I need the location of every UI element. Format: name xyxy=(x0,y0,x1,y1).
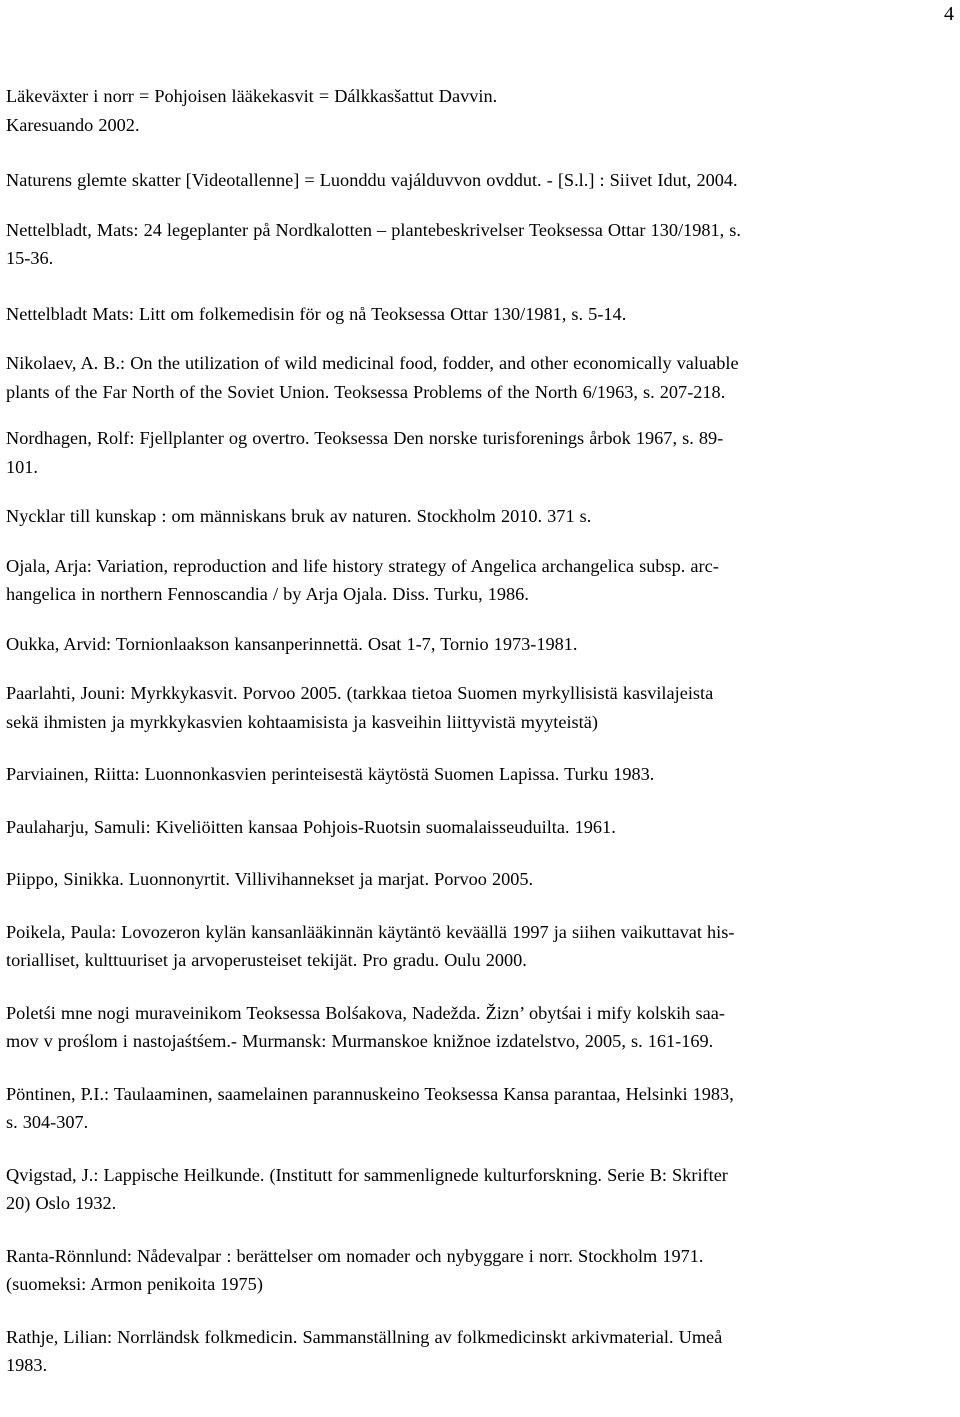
reference-entry xyxy=(6,679,948,736)
reference-line: Nettelbladt, Mats: 24 legeplanter på Nordkalotten – plantebeskrivelser Teoksessa Ottar 130/1981, s. xyxy=(6,219,741,240)
reference-line: torialliset, kulttuuriset ja arvoperusteiset tekijät. Pro gradu. Oulu 2000. xyxy=(6,950,527,970)
reference-entry xyxy=(6,1242,948,1299)
reference-line: Ojala, Arja: Variation, reproduction and life history strategy of Angelica archangelica subsp. arc- xyxy=(6,555,719,576)
reference-line: Paarlahti, Jouni: Myrkkykasvit. Porvoo 2005. (tarkkaa tietoa Suomen myrkyllisistä kasvilajeista xyxy=(6,683,714,703)
reference-entry xyxy=(6,82,948,139)
reference-entry xyxy=(6,865,948,894)
reference-line: Parviainen, Riitta: Luonnonkasvien perinteisestä käytöstä Suomen Lapissa. Turku 1983. xyxy=(6,764,655,784)
reference-line: Karesuando 2002. xyxy=(6,114,140,135)
reference-list xyxy=(6,82,948,1380)
reference-line: Ranta-Rönnlund: Nådevalpar : berättelser om nomader och nybyggare i norr. Stockholm 1971. xyxy=(6,1245,704,1266)
reference-line: Naturens glemte skatter [Videotallenne] = Luonddu vajálduvvon ovddut. - [S.l.] : Siivet Idut, 2004. xyxy=(6,170,738,190)
reference-entry xyxy=(6,999,948,1056)
reference-entry xyxy=(6,760,948,789)
reference-line: plants of the Far North of the Soviet Union. Teoksessa Problems of the North 6/1963, s. 207-218. xyxy=(6,381,726,402)
reference-line: Qvigstad, J.: Lappische Heilkunde. (Institutt for sammenlignede kulturforskning. Serie B: Skrifter xyxy=(6,1164,728,1185)
reference-entry xyxy=(6,1080,948,1137)
reference-line: hangelica in northern Fennoscandia / by Arja Ojala. Diss. Turku, 1986. xyxy=(6,584,529,604)
reference-entry xyxy=(6,552,948,609)
reference-line: 1983. xyxy=(6,1355,48,1375)
reference-line: (suomeksi: Armon penikoita 1975) xyxy=(6,1274,263,1294)
reference-line: 15-36. xyxy=(6,248,54,268)
reference-line: Läkeväxter i norr = Pohjoisen lääkekasvit = Dálkkasšattut Davvin. xyxy=(6,86,498,106)
reference-line: Piippo, Sinikka. Luonnonyrtit. Villivihannekset ja marjat. Porvoo 2005. xyxy=(6,869,534,889)
reference-entry xyxy=(6,630,948,659)
reference-line: 20) Oslo 1932. xyxy=(6,1193,117,1213)
reference-line: Pöntinen, P.I.: Taulaaminen, saamelainen parannuskeino Teoksessa Kansa parantaa, Helsinki 1983, xyxy=(6,1083,734,1104)
reference-entry xyxy=(6,216,948,273)
reference-line: Poikela, Paula: Lovozeron kylän kansanlääkinnän käytäntö keväällä 1997 ja siihen vaikuttavat his- xyxy=(6,921,735,942)
reference-line: Nettelbladt Mats: Litt om folkemedisin för og nå Teoksessa Ottar 130/1981, s. 5-14. xyxy=(6,303,627,324)
reference-entry xyxy=(6,300,948,329)
page-number: 4 xyxy=(944,3,954,25)
reference-line: 101. xyxy=(6,456,38,477)
reference-entry xyxy=(6,166,948,195)
reference-line: Paulaharju, Samuli: Kiveliöitten kansaa Pohjois-Ruotsin suomalaisseuduilta. 1961. xyxy=(6,816,616,837)
reference-line: Oukka, Arvid: Tornionlaakson kansanperinnettä. Osat 1-7, Tornio 1973-1981. xyxy=(6,633,578,654)
reference-entry xyxy=(6,424,948,481)
reference-line: Nikolaev, A. B.: On the utilization of wild medicinal food, fodder, and other economically valuable xyxy=(6,353,739,373)
reference-line: sekä ihmisten ja myrkkykasvien kohtaamisista ja kasveihin liittyvistä myyteistä) xyxy=(6,711,598,732)
reference-line: s. 304-307. xyxy=(6,1112,89,1132)
reference-line: Rathje, Lilian: Norrländsk folkmedicin. Sammanställning av folkmedicinskt arkivmaterial. Umeå xyxy=(6,1326,723,1347)
reference-entry xyxy=(6,1161,948,1218)
reference-entry xyxy=(6,1323,948,1380)
reference-entry xyxy=(6,813,948,842)
reference-line: Nordhagen, Rolf: Fjellplanter og overtro. Teoksessa Den norske turisforenings årbok 1967, s. 89- xyxy=(6,428,724,448)
reference-line: Nycklar till kunskap : om människans bruk av naturen. Stockholm 2010. 371 s. xyxy=(6,506,592,526)
reference-line: mov v proślom i nastojaśtśem.- Murmansk: Murmanskoe knižnoe izdatelstvo, 2005, s. 161-169. xyxy=(6,1031,714,1051)
reference-entry xyxy=(6,918,948,975)
reference-entry xyxy=(6,502,948,531)
reference-entry xyxy=(6,349,948,406)
reference-line: Poletśi mne nogi muraveinikom Teoksessa Bolśakova, Nadežda. Žizn’ obytśai i mify kolskih saa- xyxy=(6,1002,725,1023)
